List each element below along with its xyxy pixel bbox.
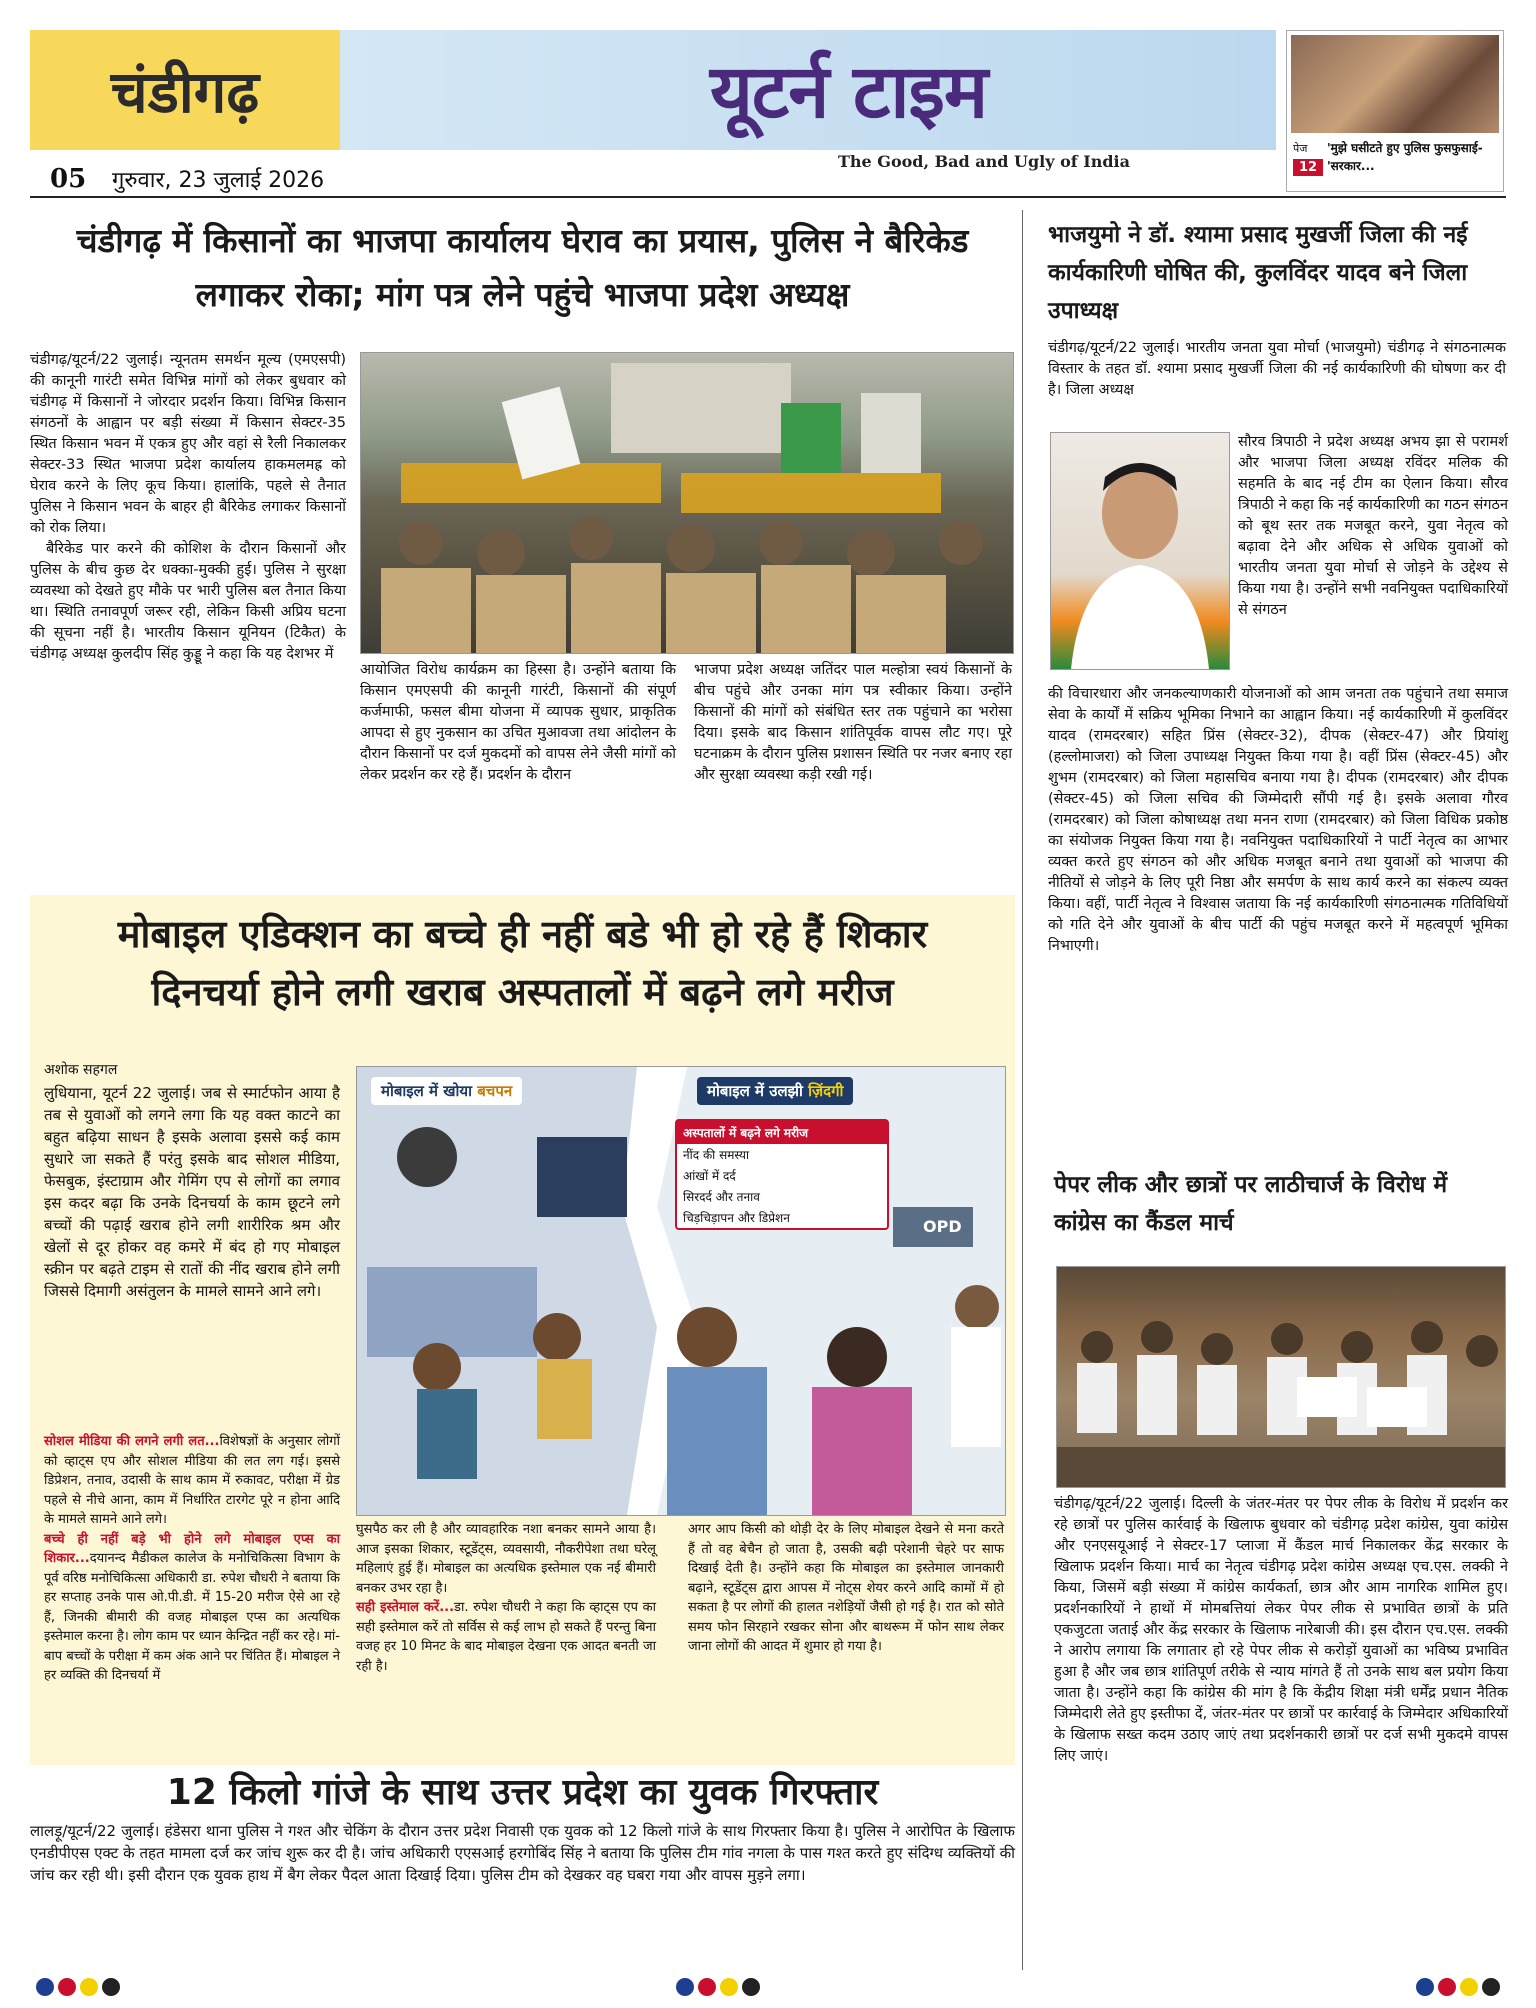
march-scene [1057,1267,1505,1487]
story4-rest: की विचारधारा और जनकल्याणकारी योजनाओं को आम जनता तक पहुंचाने तथा समाज सेवा के कार्यों में सक्रिय भूमिका निभाने का आह्वान किया। नई कार्यकारिणी में कुलविंदर यादव (रामदरबार) सहित प्रिंस (सेक्टर-32), दीपक (सेक्टर-47) और प्रियांशु (हल्लोमाजरा) को जिला उपाध्यक्ष नियुक्त किया गया है। वहीं प्रिंस (सेक्टर-45) और शुभम (रामदरबार) को जिला महासचिव बनाया गया है। दीपक (रामदरबार) और दीपक (सेक्टर-45) को जिला सचिव की जिम्मेदारी सौंपी गई है। इसके अलावा गौरव (रामदरबार) को जिला कोषाध्यक्ष तथा मनन राणा (रामदरबार) को जिला विधिक प्रकोष्ठ का संयोजक नियुक्त किया गया है। नवनियुक्त पदाधिकारियों ने पार्टी नेतृत्व का आभार व्यक्त करते हुए संगठन को और अधिक मजबूत बनाने तथा युवाओं को भाजपा की नीतियों से जोड़ने के लिए पूरी निष्ठा और समर्पण के साथ कार्य करने का संकल्प व्यक्त किया। वहीं, पार्टी नेतृत्व ने विश्वास जताया कि नई कार्यकारिणी संगठनात्मक गतिविधियों को गति देने और युवाओं के बीच पार्टी की पहुंच मजबूत करने में महत्वपूर्ण भूमिका निभाएगी। [1048,686,1508,954]
story2-headline-1: मोबाइल एडिक्शन का बच्चे ही नहीं बडे भी हो रहे हैं शिकार [117,912,928,956]
dot [698,1978,716,1996]
hospital-list-item: चिड़चिड़ापन और डिप्रेशन [683,1211,790,1225]
sub1-text: विशेषज्ञों के अनुसार लोगों को व्हाट्स एप और सोशल मीडिया की लत लग गई। इससे डिप्रेशन, तनाव, उदासी के साथ काम में रुकावट, परीक्षा में ग्रेड पहले से नीचे आना, काम में निर्धारित टारगेट पूरे न होना आदि के मामले सामने आने लगे। [44,1434,340,1527]
column-divider [1022,210,1023,1970]
story4-beside-photo: सौरव त्रिपाठी ने प्रदेश अध्यक्ष अभय झा से परामर्श और भाजपा जिला अध्यक्ष रविंदर मलिक की सहमति के बाद नई टीम का ऐलान किया। सौरव त्रिपाठी ने कहा कि नई कार्यकारिणी का गठन संगठन को बूथ स्तर तक मजबूत करने, युवा नेतृत्व को बढ़ावा देने और अधिक से अधिक युवाओं को भारतीय जनता युवा मोर्चा से जोड़ने के उद्देश्य से किया गया है। उन्होंने सभी नवनियुक्त पदाधिकारियों से संगठन [1238,434,1508,618]
story5-headline: पेपर लीक और छात्रों पर लाठीचार्ज के विरोध में कांग्रेस का कैंडल मार्च [1054,1172,1448,1236]
protest-scene [361,353,1013,653]
story3-text: लालड़ू/यूटर्न/22 जुलाई। हंडेसरा थाना पुलिस ने गश्त और चेकिंग के दौरान उत्तर प्रदेश निवासी एक युवक को 12 किलो गांजे के साथ गिरफ्तार किया है। पुलिस ने आरोपित के खिलाफ एनडीपीएस एक्ट के तहत मामला दर्ज कर जांच शुरू कर दी है। जांच अधिकारी एएसआई हरगोबिंद सिंह ने बताया कि पुलिस टीम गांव नगला के पास गश्त करते हुए संदिग्ध व्यक्तियों की जांच कर रही थी। इसी दौरान एक युवक हाथ में बैग लेकर पैदल आता दिखाई दिया। पुलिस टीम को देखकर वह घबरा गया और वापस मुड़ने लगा। [30,1822,1015,1884]
sub1-label: सोशल मीडिया की लगने लगी लत... [44,1434,220,1449]
left-banner [371,1077,522,1105]
farmers-protest-photo [360,352,1014,654]
teaser-photo [1291,35,1499,133]
right-banner-accent: ज़िंदगी [808,1082,844,1100]
dot [102,1978,120,1996]
story4-intro: चंडीगढ़/यूटर्न/22 जुलाई। भारतीय जनता युवा मोर्चा (भाजयुमो) चंडीगढ़ ने संगठनात्मक विस्तार के तहत डॉ. श्यामा प्रसाद मुखर्जी जिला की नई कार्यकारिणी की घोषणा कर दी है। जिला अध्यक्ष [1048,340,1506,398]
mobile-addiction-illustration [356,1066,1006,1516]
story2-col3: अगर आप किसी को थोड़ी देर के लिए मोबाइल देखने से मना करते हैं तो वह बेचैन हो जाता है, उसकी बढ़ी परेशानी चेहरे पर साफ दिखाई देती है। उन्होंने कहा कि मोबाइल का इस्तेमाल जानकारी बढ़ाने, स्टूडेंट्स द्वारा आपस में नोट्स शेयर करने आदि कामों में हो सकता है पर लोगों की हालत नशेड़ियों जैसी हो गई है। रात को सोते समय फोन सिरहाने रखकर सोना और बाथरूम में फोन साथ लेकर जाना लोगों की आदत में शुमार हो गया है। [688,1522,1004,1654]
story1-col3: भाजपा प्रदेश अध्यक्ष जतिंदर पाल मल्होत्रा स्वयं किसानों के बीच पहुंचे और उनका मांग पत्र स्वीकार किया। उन्होंने किसानों की मांगों को संबंधित स्तर तक पहुंचाने का भरोसा दिया। इसके बाद किसान शांतिपूर्वक वापस लौट गए। पूरे घटनाक्रम के दौरान पुलिस प्रशासन स्थिति पर नजर बनाए रहा और सुरक्षा व्यवस्था कड़ी रखी गई। [694,662,1012,783]
hospital-list-item: सिरदर्द और तनाव [683,1190,760,1204]
dot [1438,1978,1456,1996]
story2-col2 [356,1520,656,1676]
city-name: चंडीगढ़ [110,58,260,126]
teaser-headline: 'मुझे घसीटते हुए पुलिस फुसफुसाई-'सरकार... [1327,141,1483,173]
footer-dots-center [676,1978,764,2000]
dot [742,1978,760,1996]
opd-sign: OPD [923,1217,962,1236]
page-number: 05 [50,164,87,194]
story1-para1: चंडीगढ़/यूटर्न/22 जुलाई। न्यूनतम समर्थन मूल्य (एमएसपी) की कानूनी गारंटी समेत विभिन्न मांगों को लेकर बुधवार को चंडीगढ़ में किसानों ने जोरदार प्रदर्शन किया। विभिन्न किसान संगठनों के आह्वान पर बड़ी संख्या में किसान सेक्टर-35 स्थित किसान भवन में एकत्र हुए और वहां से रैली निकालकर सेक्टर-33 स्थित भाजपा प्रदेश कार्यालय हाकमलमह्र को घेराव करने के लिए कूच किया। हालांकि, पहले से तैनात पुलिस ने किसान भवन के बाहर ही बैरिकेड लगाकर किसानों को रोक लिया। [30,352,346,536]
dot [676,1978,694,1996]
sub3-text: डा. रुपेश चौधरी ने कहा कि व्हाट्स एप का सही इस्तेमाल करें तो सर्विस से कई लाभ हो सकते हैं परन्तु बिना वजह हर 10 मिनट के बाद मोबाइल देखना एक आदत बनती जा रही है। [356,1600,656,1674]
hospital-list-item: आंखों में दर्द [683,1169,736,1183]
hospital-list-item: नींद की समस्या [683,1148,750,1162]
story1-col1 [30,350,346,665]
story1-para2: बैरिकेड पार करने की कोशिश के दौरान किसानों और पुलिस के बीच कुछ देर धक्का-मुक्की हुई। पुलिस ने सुरक्षा व्यवस्था को देखते हुए मौके पर भारी पुलिस बल तैनात किया था। स्थिति तनावपूर्ण जरूर रही, लेकिन किसी अप्रिय घटना की सूचना नहीं है। भारतीय किसान यूनियन (टिकैत) के चंडीगढ़ अध्यक्ष कुलदीप सिंह कुड्डू ने कहा कि यह देशभर में [30,541,346,662]
story2-col1-subs [44,1432,340,1686]
story1-col2: आयोजित विरोध कार्यक्रम का हिस्सा है। उन्होंने बताया कि किसान एमएसपी की कानूनी गारंटी, किसानों की संपूर्ण कर्जमाफी, फसल बीमा योजना में व्यापक सुधार, प्राकृतिक आपदा से हुए नुकसान का उचित मुआवजा तथा आंदोलन के दौरान किसानों पर दर्ज मुकदमों को वापस लेने जैसी मांगों को लेकर प्रदर्शन कर रहे हैं। प्रदर्शन के दौरान [360,662,676,783]
paper-logo: यूटर्न टाइम [710,49,988,135]
hospital-list [675,1119,889,1230]
right-banner [697,1077,853,1105]
date: गुरुवार, 23 जुलाई 2026 [112,168,325,193]
tagline: The Good, Bad and Ugly of India [838,152,1130,171]
story5-text: चंडीगढ़/यूटर्न/22 जुलाई। दिल्ली के जंतर-मंतर पर पेपर लीक के विरोध में प्रदर्शन कर रहे छात्रों पर पुलिस कार्रवाई के खिलाफ बुधवार को चंडीगढ़ प्रदेश कांग्रेस, युवा कांग्रेस और एनएसयूआई ने सेक्टर-17 प्लाजा में कैंडल मार्च निकालकर केंद्र सरकार के खिलाफ प्रदर्शन किया। मार्च का नेतृत्व चंडीगढ़ प्रदेश कांग्रेस अध्यक्ष एच.एस. लक्की ने किया, जिसमें बड़ी संख्या में कांग्रेस कार्यकर्ता, छात्र और आम नागरिक शामिल हुए। प्रदर्शनकारियों ने हाथों में मोमबत्तियां लेकर पेपर लीक से प्रभावित छात्रों के प्रति एकजुटता जताई और केंद्र सरकार के खिलाफ नारेबाजी की। इस दौरान एच.एस. लक्की ने आरोप लगाया कि लगातार हो रहे पेपर लीक से करोड़ों युवाओं का भविष्य प्रभावित हुआ है और जब छात्र शांतिपूर्ण तरीके से न्याय मांगते हैं तो उनके साथ बल प्रयोग किया जाता है। उन्होंने कहा कि कांग्रेस की मांग है कि केंद्रीय शिक्षा मंत्री धर्मेंद्र प्रधान नैतिक जिम्मेदारी लेते हुए इस्तीफा दें, जंतर-मंतर पर छात्रों पर कार्रवाई के जिम्मेदार अधिकारियों के खिलाफ सख्त कदम उठाए जाएं तथा प्रदर्शनकारी छात्रों पर दर्ज सभी मुकदमे वापस लिए जाएं। [1054,1496,1508,1764]
story4-headline: भाजयुमो ने डॉ. श्यामा प्रसाद मुखर्जी जिला की नई कार्यकारिणी घोषित की, कुलविंदर यादव बने जिला उपाध्यक्ष [1048,222,1468,324]
portrait [1051,433,1229,669]
story2-col1: लुधियाना, यूटर्न 22 जुलाई। जब से स्मार्टफोन आया है तब से युवाओं को लगने लगा कि यह वक्त काटने का बहुत बढ़िया साधन है इसके अलावा इससे कई काम सुधारे जा सकते हैं परंतु इसके बाद सोशल मीडिया, फेसबुक, इंस्टाग्राम और गेमिंग एप से लोगों का लगाव इस कदर बढ़ा कि उनके दिनचर्या के काम छूटने लगे बच्चों की पढ़ाई खराब होने लगी शारीरिक श्रम और खेलों से दूर होकर वह कमरे में बंद हो गए मोबाइल स्क्रीन पर बढ़ते टाइम से रातों की नींद खराब होने लगी जिससे दिमागी असंतुलन के मामले सामने आने लगे। [44,1084,340,1300]
sub2-text: दयानन्द मैडीकल कालेज के मनोचिकित्सा विभाग के पूर्व वरिष्ठ मनोचिकित्सा अधिकारी डा. रुपेश चौधरी ने बताया कि हर सप्ताह उनके पास ओ.पी.डी. में 15-20 मरीज ऐसे आ रहे हैं, जिनकी बीमारी की वजह मोबाइल एप्स का अत्यधिक इस्तेमाल करना है। लोग काम पर ध्यान केन्द्रित नहीं कर रहे। मां-बाप बच्चों के परीक्षा में कम अंक आने पर चिंतित हैं। मोबाइल ने हर व्यक्ति की दिनचर्या में [44,1551,340,1683]
dot [1482,1978,1500,1996]
story1-headline: चंडीगढ़ में किसानों का भाजपा कार्यालय घेराव का प्रयास, पुलिस ने बैरिकेड लगाकर रोका; मांग पत्र लेने पहुंचे भाजपा प्रदेश अध्यक्ष [76,221,969,314]
story2-headline-2: दिनचर्या होने लगी खराब अस्पतालों में बढ़ने लगे मरीज [151,970,894,1014]
teaser-page: 12 [1293,159,1323,176]
story2-col2-text: घुसपैठ कर ली है और व्यावहारिक नशा बनकर सामने आया है। आज इसका शिकार, स्टूडेंट्स, व्यवसायी, नौकरीपेशा तथा घरेलू महिलाएं हुई हैं। मोबाइल का अत्यधिक इस्तेमाल एक नई बीमारी बनकर उभर रहा है। [356,1522,656,1596]
hospital-list-title: अस्पतालों में बढ़ने लगे मरीज [677,1121,887,1144]
dot [720,1978,738,1996]
sub3-label: सही इस्तेमाल करें... [356,1600,455,1615]
saurav-tripathi-photo [1050,432,1230,670]
left-banner-text: मोबाइल में खोया [381,1082,472,1100]
candle-march-photo [1056,1266,1506,1488]
dot [80,1978,98,1996]
dot [1460,1978,1478,1996]
teaser-label: पेज [1293,142,1308,155]
dot [58,1978,76,1996]
masthead [30,30,1276,150]
footer-dots-right [1416,1978,1504,2000]
left-banner-accent: बचपन [477,1082,513,1100]
footer-dots-left [36,1978,124,2000]
sub2-label: बच्चे ही नहीं बड़े भी होने लगे मोबाइल एप्स का शिकार... [44,1531,340,1566]
story2-byline: अशोक सहगल [44,1062,118,1078]
story3-headline: 12 किलो गांजे के साथ उत्तर प्रदेश का युवक गिरफ्तार [166,1772,879,1813]
dot [1416,1978,1434,1996]
dot [36,1978,54,1996]
right-banner-text: मोबाइल में उलझी [707,1082,803,1100]
page-teaser[interactable] [1286,30,1504,192]
masthead-rule [30,196,1506,198]
